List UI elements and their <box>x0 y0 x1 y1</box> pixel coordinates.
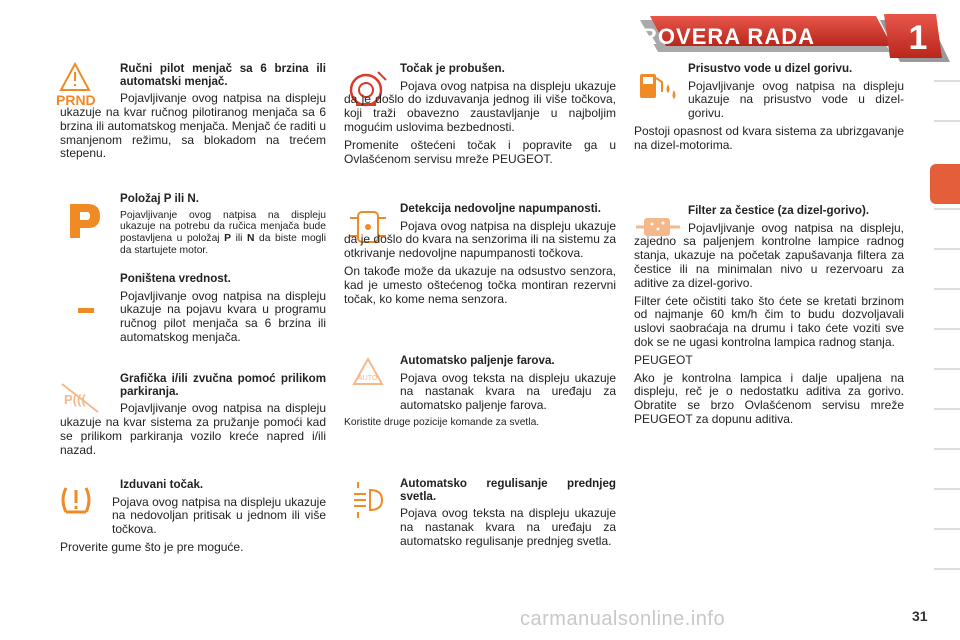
chapter-tab[interactable] <box>934 80 960 82</box>
header-banner-shape <box>0 6 960 70</box>
section-body: Pojava ovog teksta na displeju ukazuje na nastanak kvara na uređaju za automatsko paljenje farova. <box>400 370 616 413</box>
section-deflated <box>60 479 326 559</box>
chapter-tab-strip <box>928 70 960 580</box>
section-body-2: Koristite druge pozicije komande za svetla. <box>344 416 540 428</box>
section-body: Pojava ovog natpisa na displeju ukazuje da je došlo do izduvavanja jednog ili više točkova, koji traži obavezno zaustavljanje u najboljim mogućim uslovima bezbednosti. <box>344 78 616 134</box>
section-underinflation <box>344 203 616 310</box>
section-title: Detekcija nedovoljne napumpanosti. <box>400 202 601 215</box>
section-headlamp-levelling <box>344 478 616 553</box>
svg-text:P(((: P((( <box>64 392 86 407</box>
section-body: Pojavljivanje ovog natpisa na displeju ukazuje na pojavu kvara u programu ručnog pilot menjača sa 6 brzina ili automatskog menjača. <box>120 288 326 344</box>
chapter-tab-active[interactable] <box>930 164 960 204</box>
section-body: Pojavljivanje ovog natpisa na displeju ukazuje na kvar ručnog pilotiranog menjača sa 6 brzina ili automatskog menjača. Menjač će raditi u smanjenom režimu, sa blokadom na trećem stepenu. <box>60 91 326 161</box>
section-body-4: Ako je kontrolna lampica i dalje upaljena na displeju, reč je o nedostatku aditiva za gorivo. Obratite se brzo Ovlašćenom servisu mreže PEUGEOT za dopunu aditiva. <box>634 370 904 426</box>
chapter-tab[interactable] <box>934 328 960 330</box>
svg-text:PRND: PRND <box>56 92 96 108</box>
section-title: Točak je probušen. <box>400 62 505 75</box>
section-title: Poništena vrednost. <box>120 272 231 285</box>
section-title: Položaj P ili N. <box>120 192 200 205</box>
section-title: Izduvani točak. <box>120 478 204 491</box>
section-p-or-n <box>120 193 326 261</box>
page-number: 31 <box>912 608 928 624</box>
chapter-tab[interactable] <box>934 408 960 410</box>
section-title: Automatsko regulisanje prednjeg svetla. <box>400 477 616 503</box>
page-header <box>0 6 928 64</box>
section-body: Pojavljivanje ovog natpisa na displeju ukazuje na potrebu da ručica menjača bude postavljena u položaj P ili N da biste mogli da startujete motor. <box>120 209 326 256</box>
section-water-diesel <box>634 63 904 157</box>
p-letter-icon <box>64 200 104 240</box>
section-title: Ručni pilot menjač sa 6 brzina ili automatski menjač. <box>120 62 326 88</box>
section-body: Pojava ovog natpisa na displeju ukazuje da je došlo do kvara na senzorima ili na sistemu za otkrivanje nedovoljne napumpanosti točkova. <box>344 218 616 261</box>
chapter-tab[interactable] <box>934 288 960 290</box>
section-gearbox <box>60 63 326 165</box>
section-puncture <box>344 63 616 170</box>
chapter-tab[interactable] <box>934 368 960 370</box>
chapter-tab[interactable] <box>934 120 960 122</box>
section-body: Pojavljivanje ovog natpisa na displeju ukazuje na prisustvo vode u dizel-gorivu. <box>688 78 904 121</box>
section-title: Prisustvo vode u dizel gorivu. <box>688 62 853 75</box>
section-title: Automatsko paljenje farova. <box>400 354 555 367</box>
chapter-tab[interactable] <box>934 208 960 210</box>
chapter-number: 1 <box>908 19 928 57</box>
section-body-2: On takođe može da ukazuje na odsustvo senzora, kad je umesto oštećenog točka montiran rezervni točak, ko kome nema senzora. <box>344 263 616 306</box>
section-title: Grafička i/ili zvučna pomoć prilikom parkiranja. <box>120 372 326 398</box>
section-body: Pojava ovog natpisa na displeju ukazuje na nedovoljan pritisak u jednom ili više točkova. <box>112 494 326 537</box>
watermark: carmanualsonline.info <box>520 608 726 630</box>
section-body-3: PEUGEOT <box>634 352 693 367</box>
chapter-tab[interactable] <box>934 248 960 250</box>
section-body-2: Promenite oštećeni točak i popravite ga u Ovlašćenom servisu mreže PEUGEOT. <box>344 137 616 166</box>
section-body: Pojavljivanje ovog natpisa na displeju, zajedno sa paljenjem kontrolne lampice radnog stanja, ukazuje na početak zapušavanja filtera za čestice ili na minimalan nivo u rezervoaru za aditive za dizel-gorivo. <box>634 220 904 290</box>
section-auto-lights <box>344 355 616 433</box>
page-title: PROVERA RADA <box>625 24 815 49</box>
chapter-tab[interactable] <box>934 488 960 490</box>
svg-text:AUTO: AUTO <box>358 375 378 382</box>
section-cancelled <box>120 273 326 349</box>
section-body: Pojava ovog teksta na displeju ukazuje na nastanak kvara na uređaju za automatsko regulisanje prednjeg svetla. <box>400 506 616 548</box>
dash-icon <box>78 308 94 313</box>
section-body: Pojavljivanje ovog natpisa na displeju ukazuje na kvar sistema za pružanje pomoći kad se prilikom parkiranja vozilo kreće napred i/ili nazad. <box>60 401 326 457</box>
chapter-tab[interactable] <box>934 568 960 570</box>
section-particle-filter <box>634 205 904 431</box>
chapter-tab[interactable] <box>934 528 960 530</box>
section-body-2: Postoji opasnost od kvara sistema za ubrizgavanje na dizel-motorima. <box>634 123 904 152</box>
chapter-tab[interactable] <box>934 448 960 450</box>
section-parking <box>60 373 326 461</box>
section-title: Filter za čestice (za dizel-gorivo). <box>688 204 870 217</box>
section-body-2: Filter ćete očistiti tako što ćete se kretati brzinom od najmanje 60 km/h čim to budu dozvoljavali uslovi saobraćaja na drumu i tako ćete voziti sve dok se ne ugasi kontrolna lampica radnog stanja. <box>634 293 904 349</box>
section-body-2: Proverite gume što je pre moguće. <box>60 539 244 554</box>
